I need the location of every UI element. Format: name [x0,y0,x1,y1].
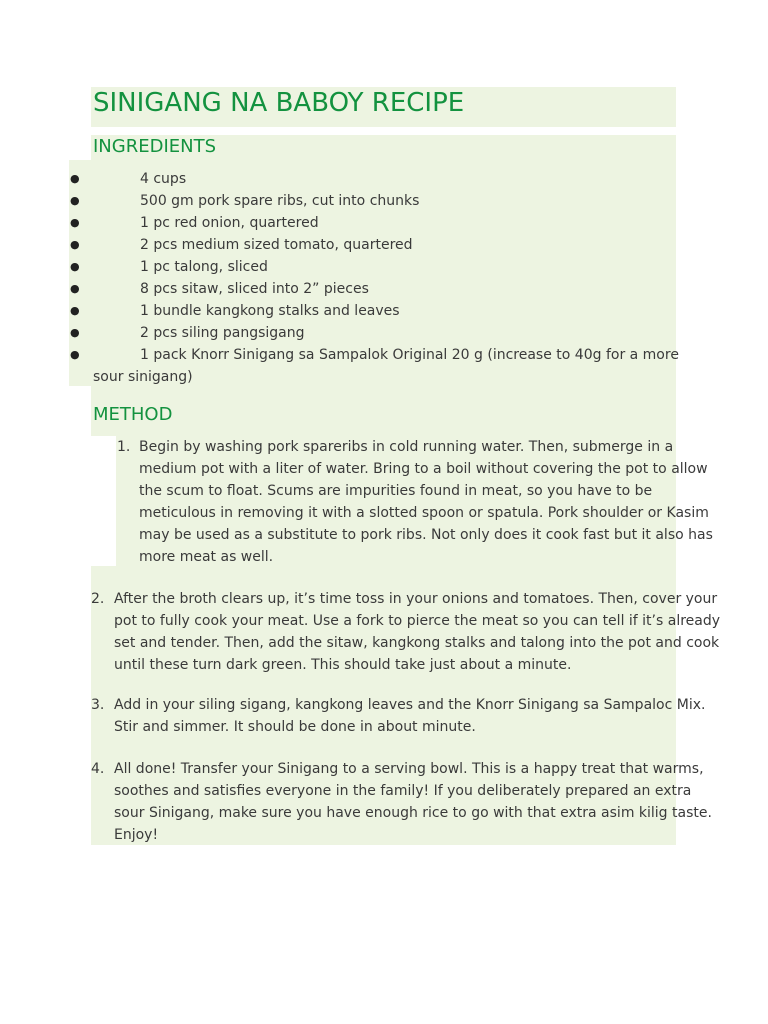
ingredients-heading: INGREDIENTS [91,135,676,160]
ingredient-wrap-text: sour sinigang) [93,369,193,385]
page-title: SINIGANG NA BABOY RECIPE [91,87,676,127]
step-text-line: Begin by washing pork spareribs in cold running water. Then, submerge in a [139,439,674,455]
method-heading: METHOD [91,403,676,428]
step-text-line: All done! Transfer your Sinigang to a serving bowl. This is a happy treat that warms, [114,761,704,777]
step-text-line: After the broth clears up, it’s time toss in your onions and tomatoes. Then, cover your [114,591,718,607]
step-number: 2. [91,591,105,607]
step-text-line: Stir and simmer. It should be done in about minute. [114,719,476,735]
step-text-line: the scum to float. Scums are impurities found in meat, so you have to be [139,483,653,499]
step-text-line: medium pot with a liter of water. Bring to a boil without covering the pot to allow [139,461,708,477]
step-number: 3. [91,697,105,713]
step-number: 1. [117,439,131,455]
step-text-line: more meat as well. [139,549,274,565]
ingredient-text: 2 pcs medium sized tomato, quartered [140,237,413,253]
step-text-line: Enjoy! [114,827,159,843]
step-text-line: may be used as a substitute to pork ribs. Not only does it cook fast but it also has [139,527,713,543]
step-number: 4. [91,761,105,777]
ingredient-text: 2 pcs siling pangsigang [140,325,305,341]
ingredient-text: 1 pc talong, sliced [140,259,268,275]
bullet-icon: ● [70,260,80,273]
ingredient-text: 1 pc red onion, quartered [140,215,319,231]
bullet-icon: ● [70,172,80,185]
ingredient-text: 8 pcs sitaw, sliced into 2” pieces [140,281,369,297]
ingredient-text: 4 cups [140,171,187,187]
bullet-icon: ● [70,348,80,361]
step-text-line: meticulous in removing it with a slotted spoon or spatula. Pork shoulder or Kasim [139,505,709,521]
ingredient-text: 1 bundle kangkong stalks and leaves [140,303,400,319]
step-text-line: pot to fully cook your meat. Use a fork to pierce the meat so you can tell if it’s already [114,613,721,629]
step-text-line: Add in your siling sigang, kangkong leaves and the Knorr Sinigang sa Sampaloc Mix. [114,697,706,713]
ingredient-text: 1 pack Knorr Sinigang sa Sampalok Original 20 g (increase to 40g for a more [140,347,679,363]
bullet-icon: ● [70,326,80,339]
bullet-icon: ● [70,238,80,251]
step-text-line: set and tender. Then, add the sitaw, kangkong stalks and talong into the pot and cook [114,635,720,651]
bullet-icon: ● [70,282,80,295]
step-text-line: until these turn dark green. This should take just about a minute. [114,657,572,673]
ingredient-text: 500 gm pork spare ribs, cut into chunks [140,193,420,209]
bullet-icon: ● [70,216,80,229]
step-text-line: soothes and satisfies everyone in the family! If you deliberately prepared an extra [114,783,692,799]
bullet-icon: ● [70,194,80,207]
step-text-line: sour Sinigang, make sure you have enough rice to go with that extra asim kilig taste. [114,805,712,821]
bullet-icon: ● [70,304,80,317]
